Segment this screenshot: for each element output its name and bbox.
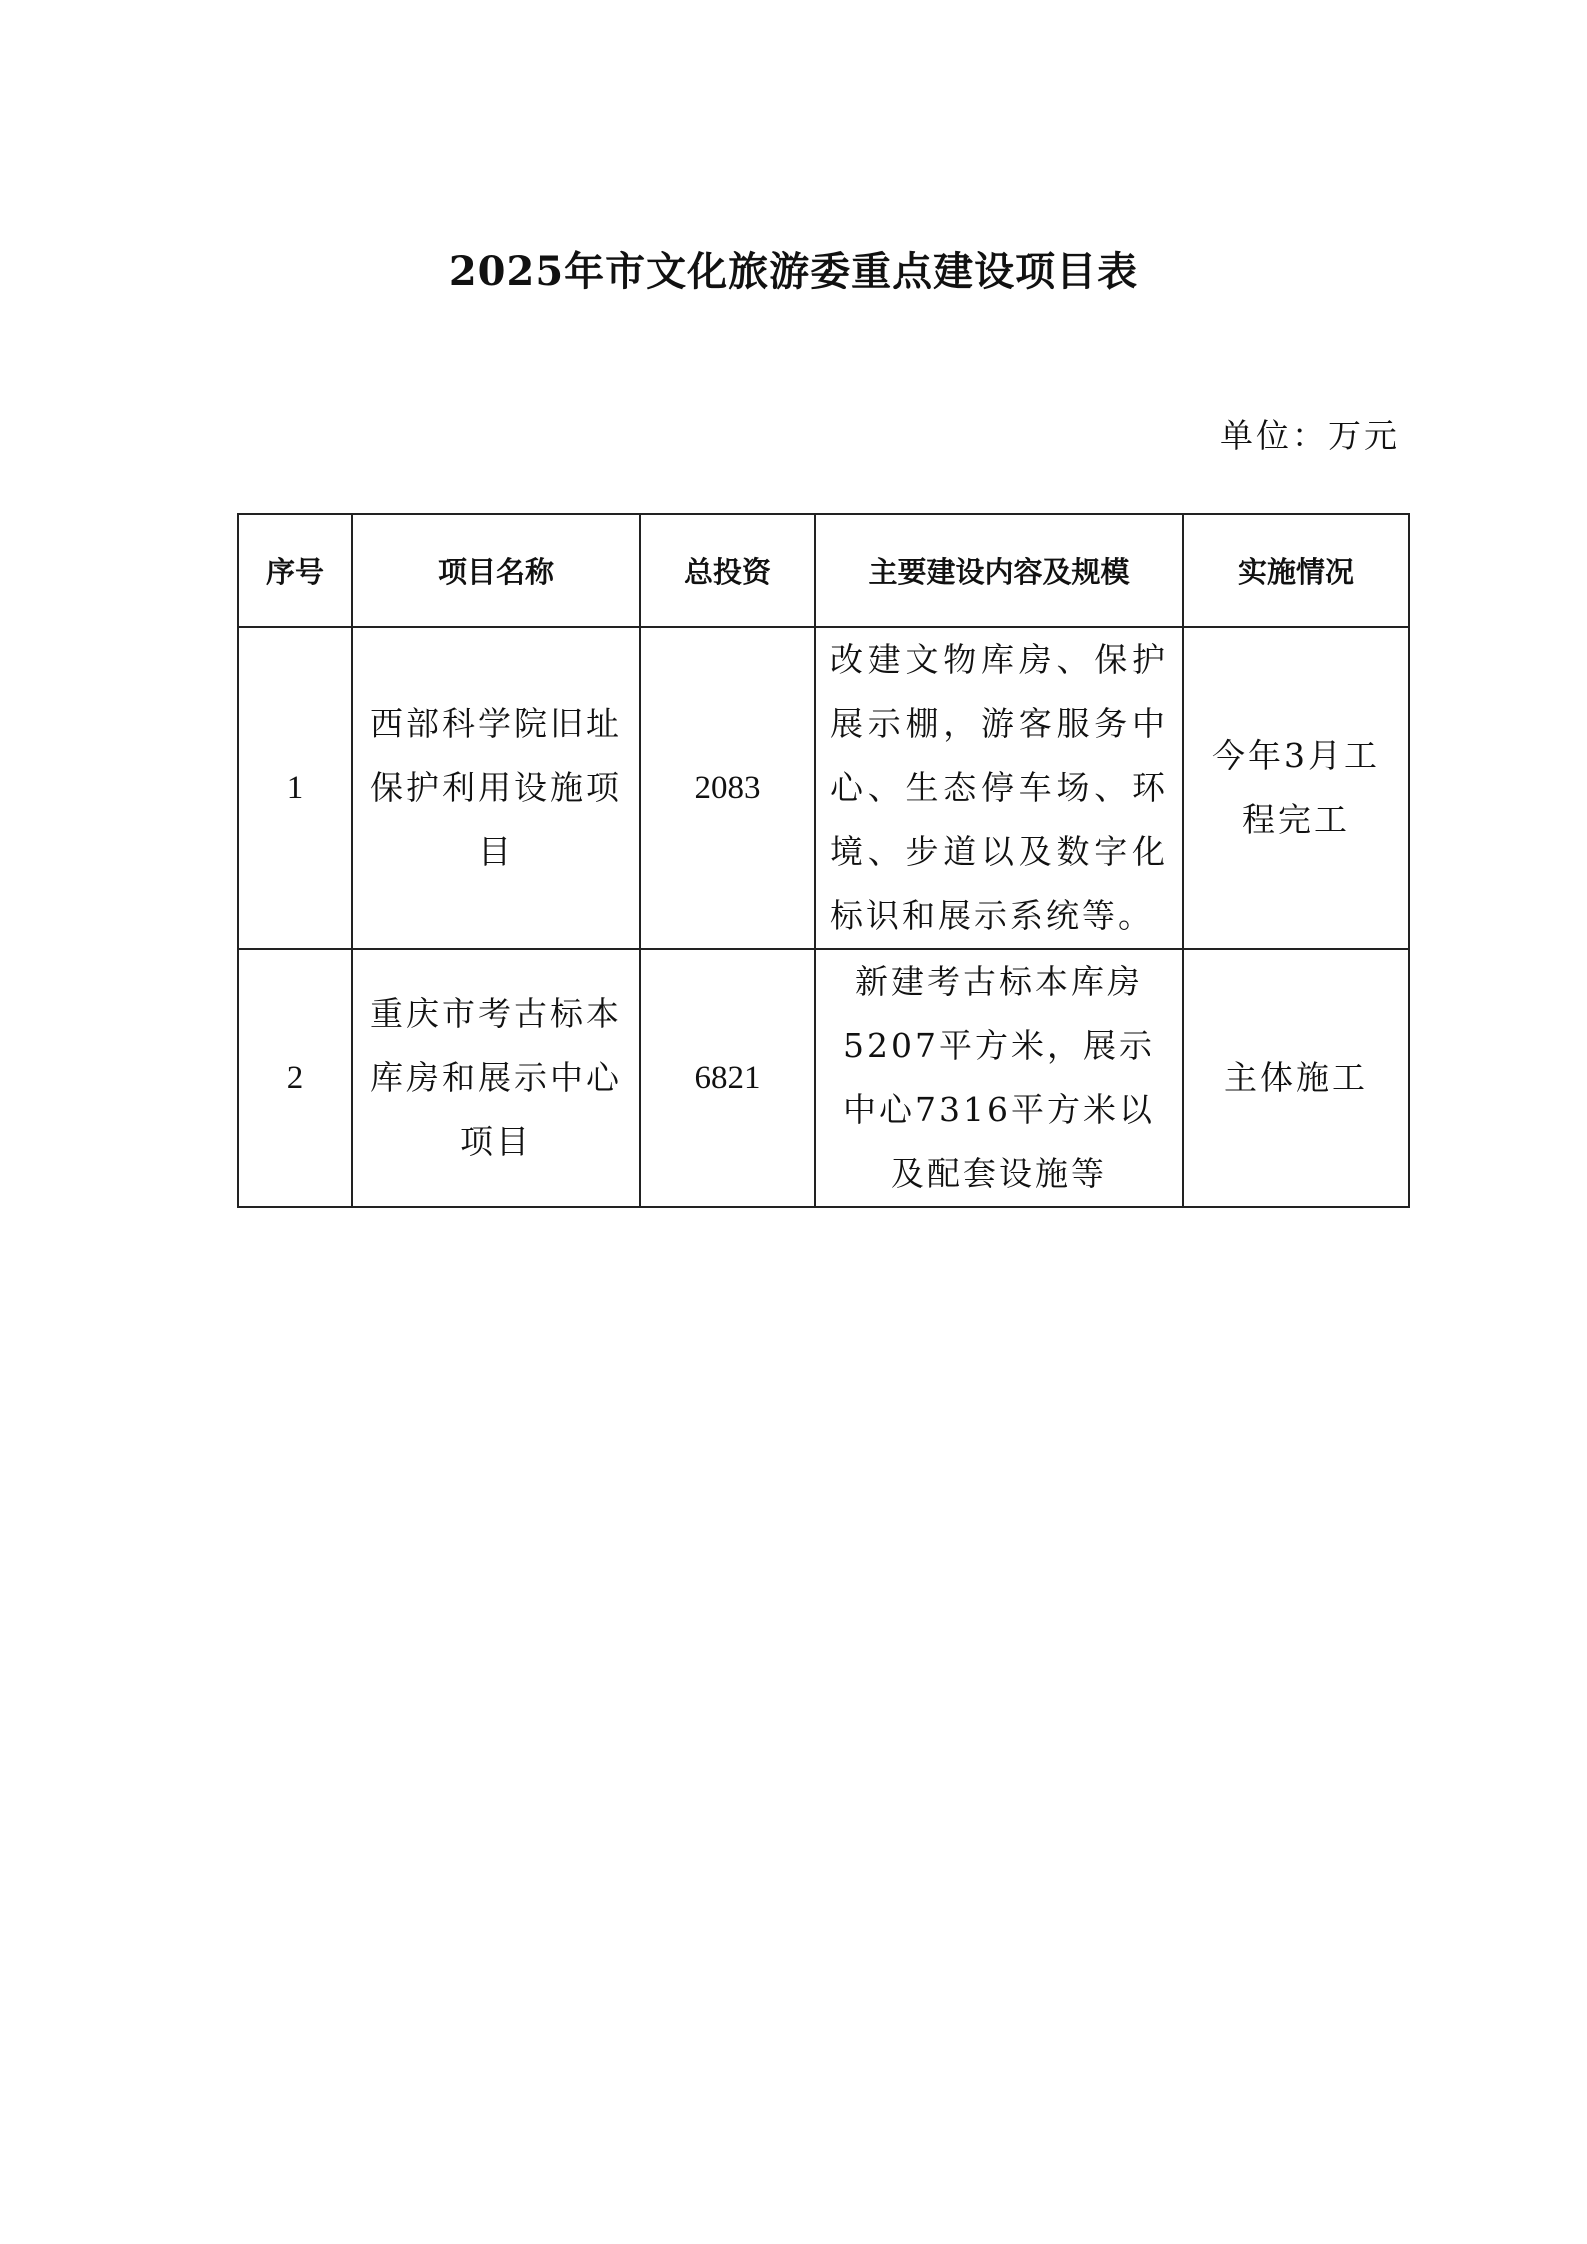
row-investment: 6821 — [640, 949, 815, 1207]
unit-label: 单位：万元 — [1220, 416, 1400, 455]
table-row — [238, 627, 1409, 949]
row-status: 主体施工 — [1183, 949, 1409, 1207]
header-index: 序号 — [238, 514, 352, 627]
header-project-name: 项目名称 — [352, 514, 640, 627]
header-main-content: 主要建设内容及规模 — [815, 514, 1183, 627]
row-investment: 2083 — [640, 627, 815, 949]
row-status: 今年3月工程完工 — [1183, 627, 1409, 949]
header-total-investment: 总投资 — [640, 514, 815, 627]
table-header-row — [238, 514, 1409, 627]
row-project-name: 西部科学院旧址保护利用设施项目 — [352, 627, 640, 949]
row-project-name: 重庆市考古标本库房和展示中心项目 — [352, 949, 640, 1207]
header-status: 实施情况 — [1183, 514, 1409, 627]
project-table — [237, 513, 1410, 1208]
row-content: 改建文物库房、保护展示棚，游客服务中心、生态停车场、环境、步道以及数字化标识和展示系统等。 — [815, 627, 1183, 949]
row-content: 新建考古标本库房5207平方米，展示中心7316平方米以及配套设施等 — [815, 949, 1183, 1207]
table-row — [238, 949, 1409, 1207]
page-title: 2025年市文化旅游委重点建设项目表 — [448, 248, 1139, 295]
row-index: 1 — [238, 627, 352, 949]
row-index: 2 — [238, 949, 352, 1207]
